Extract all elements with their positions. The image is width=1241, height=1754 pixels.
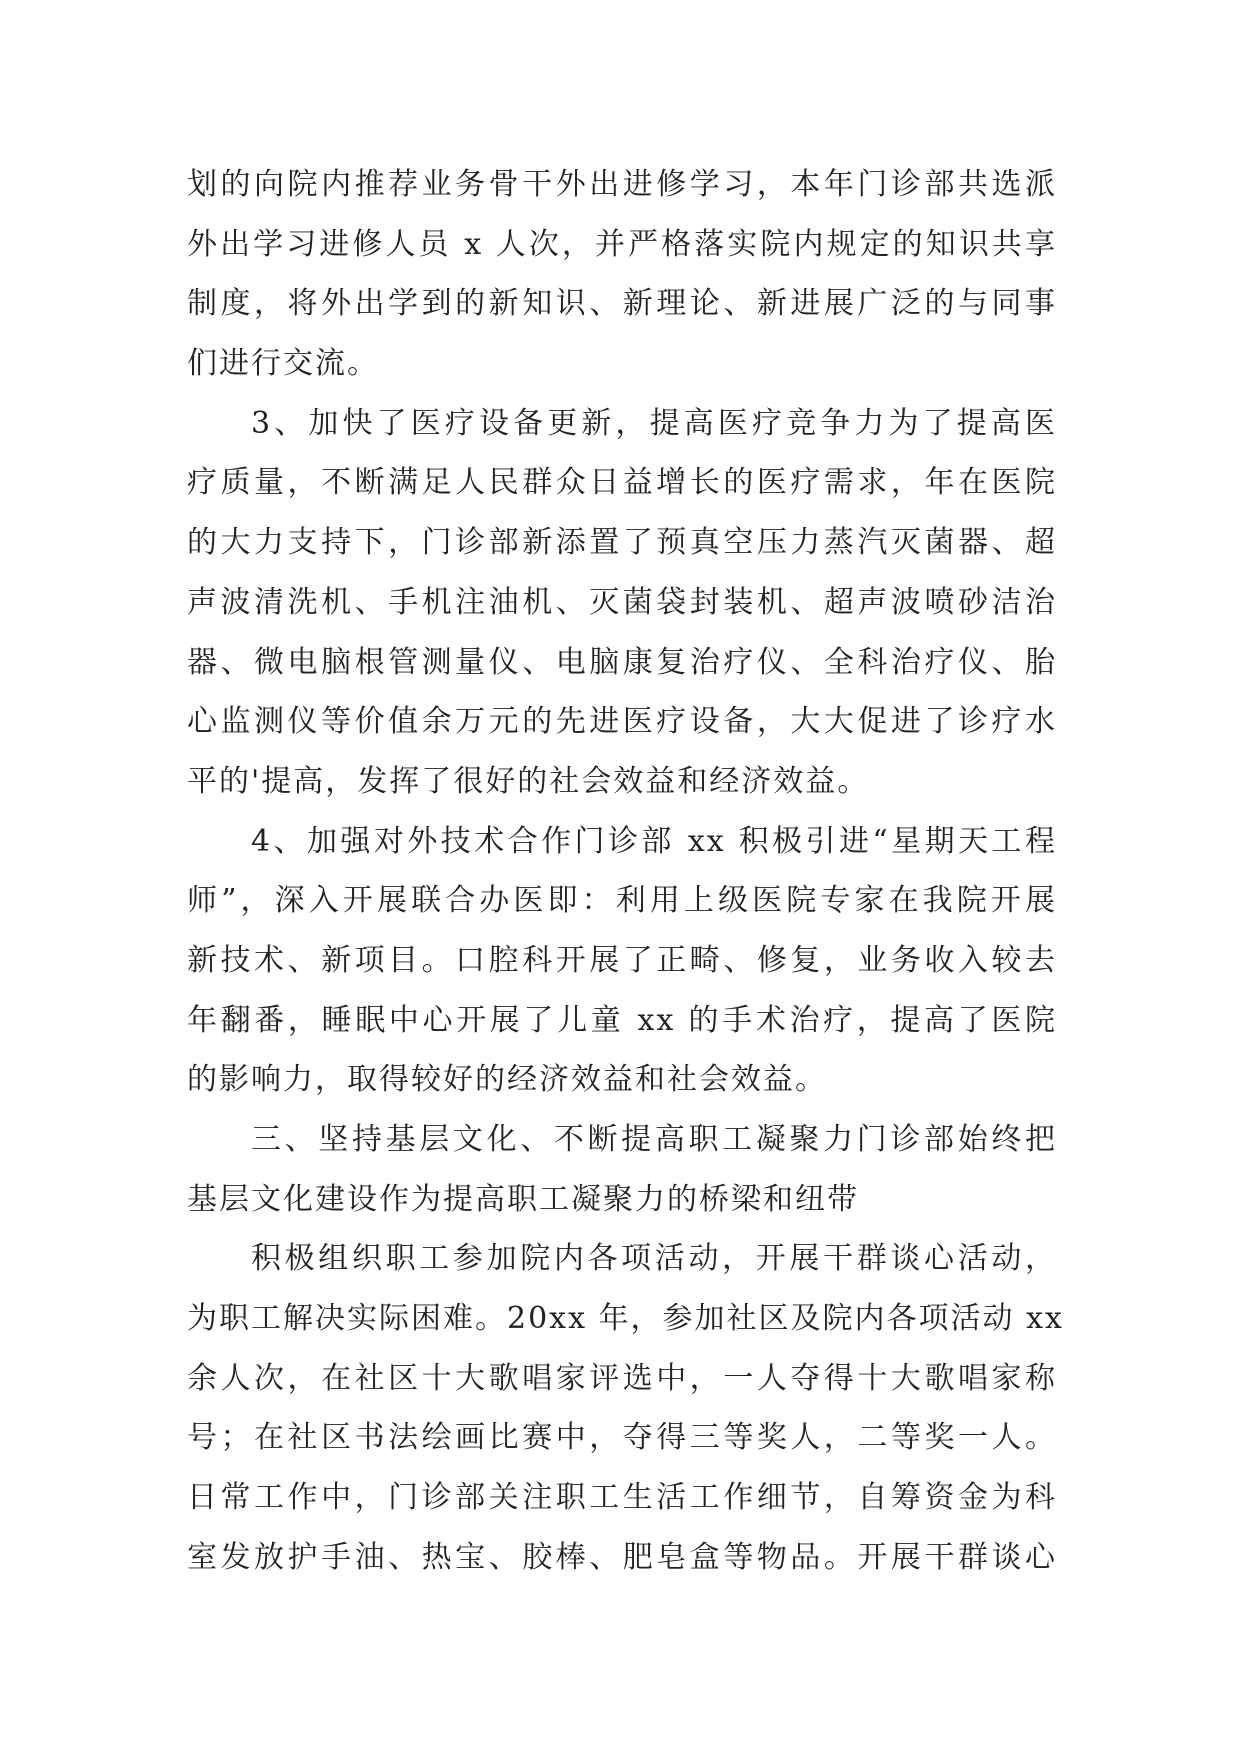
text-line: 号；在社区书法绘画比赛中，夺得三等奖人，二等奖一人。	[187, 1420, 1057, 1456]
text-line: 积极组织职工参加院内各项活动，开展干群谈心活动，	[251, 1241, 1057, 1277]
text-line: 制度，将外出学到的新知识、新理论、新进展广泛的与同事	[187, 286, 1057, 322]
text-line: 余人次，在社区十大歌唱家评选中，一人夺得十大歌唱家称	[187, 1360, 1057, 1396]
text-line: 平的'提高，发挥了很好的社会效益和经济效益。	[187, 763, 870, 799]
text-line: 新技术、新项目。口腔科开展了正畸、修复，业务收入较去	[187, 942, 1057, 978]
text-line: 3、加快了医疗设备更新，提高医疗竞争力为了提高医	[251, 405, 1057, 441]
text-line: 的大力支持下，门诊部新添置了预真空压力蒸汽灭菌器、超	[187, 525, 1057, 561]
text-line: 师”，深入开展联合办医即：利用上级医院专家在我院开展	[187, 883, 1057, 919]
text-line: 日常工作中，门诊部关注职工生活工作细节，自筹资金为科	[187, 1480, 1057, 1516]
text-line: 划的向院内推荐业务骨干外出进修学习，本年门诊部共选派	[187, 167, 1057, 202]
text-line: 基层文化建设作为提高职工凝聚力的桥梁和纽带	[187, 1181, 859, 1217]
text-line: 4、加强对外技术合作门诊部 xx 积极引进“星期天工程	[251, 823, 1057, 859]
text-line: 声波清洗机、手机注油机、灭菌袋封装机、超声波喷砂洁治	[187, 584, 1057, 620]
text-line: 的影响力，取得较好的经济效益和社会效益。	[187, 1062, 827, 1098]
text-line: 外出学习进修人员 x 人次，并严格落实院内规定的知识共享	[187, 226, 1057, 262]
text-line: 们进行交流。	[187, 346, 379, 382]
text-line: 心监测仪等价值余万元的先进医疗设备，大大促进了诊疗水	[187, 704, 1057, 740]
text-line: 室发放护手油、热宝、胶棒、肥皂盒等物品。开展干群谈心	[187, 1539, 1057, 1575]
text-line: 年翻番，睡眠中心开展了儿童 xx 的手术治疗，提高了医院	[187, 1002, 1057, 1038]
text-line: 三、坚持基层文化、不断提高职工凝聚力门诊部始终把	[251, 1122, 1057, 1157]
text-line: 疗质量，不断满足人民群众日益增长的医疗需求，年在医院	[187, 465, 1057, 501]
text-line: 为职工解决实际困难。20xx 年，参加社区及院内各项活动 xx	[187, 1301, 1064, 1337]
text-line: 器、微电脑根管测量仪、电脑康复治疗仪、全科治疗仪、胎	[187, 644, 1057, 680]
document-body	[187, 155, 1064, 1588]
